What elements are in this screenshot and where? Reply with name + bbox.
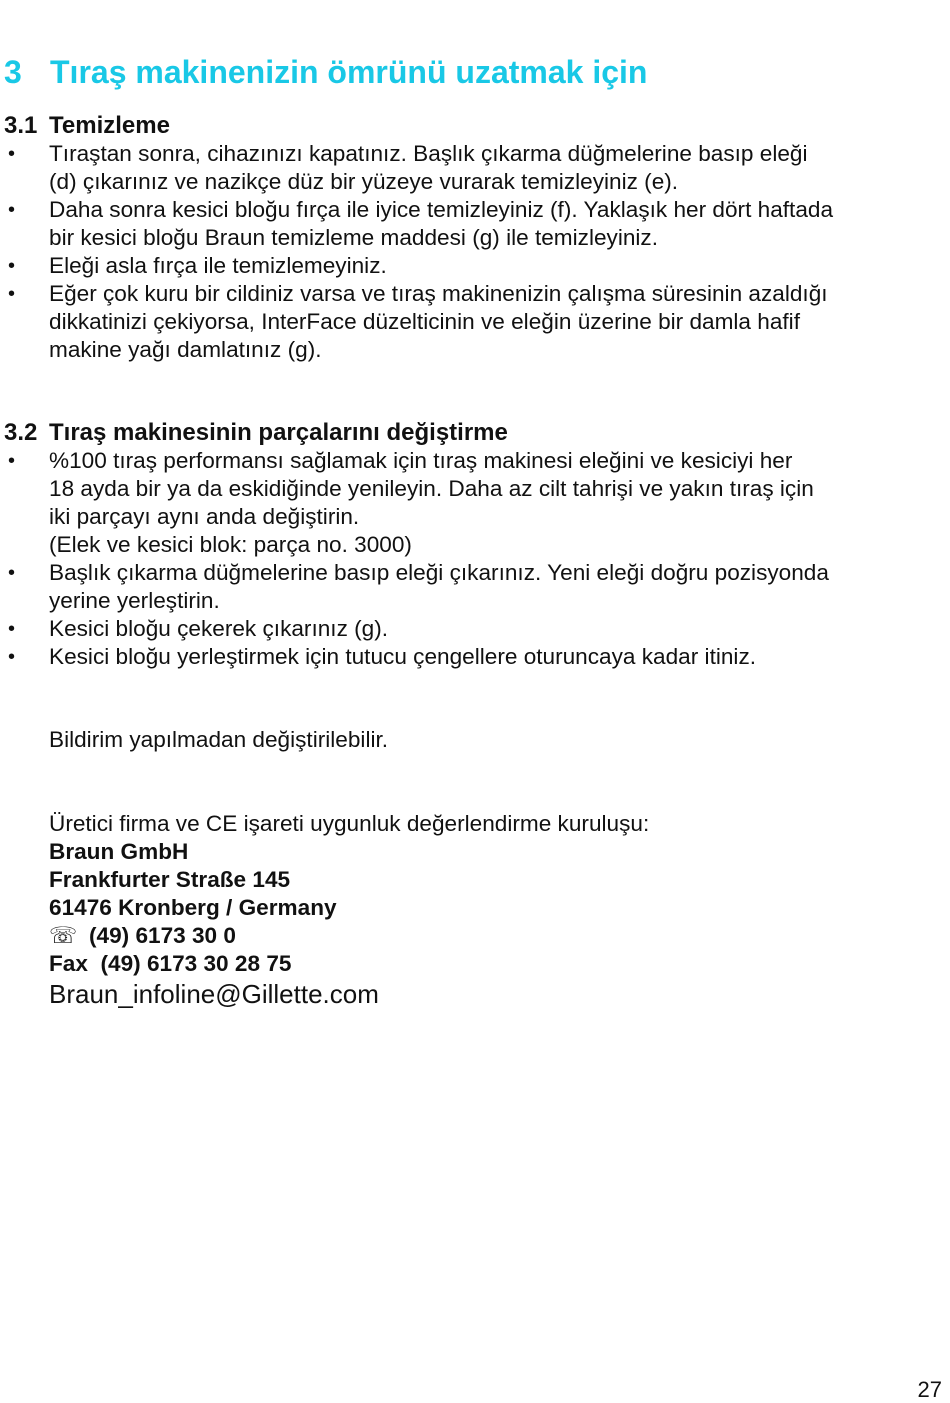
list-item (0, 252, 945, 280)
chapter-title (4, 54, 647, 91)
list-item-line: (Elek ve kesici blok: parça no. 3000) (49, 532, 412, 557)
list-item (0, 140, 945, 196)
company-name: Braun GmbH (49, 839, 189, 864)
list-item-line: bir kesici bloğu Braun temizleme maddesi (g) ile temizleyiniz. (49, 225, 659, 250)
section-title: Tıraş makinesinin parçalarını değiştirme (49, 419, 508, 446)
list-item-line: Başlık çıkarma düğmelerine basıp eleği çıkarınız. Yeni eleği doğru pozisyonda (49, 560, 829, 585)
list-item-line: Eleği asla fırça ile temizlemeyiniz. (49, 253, 387, 278)
street-address: Frankfurter Straße 145 (49, 867, 291, 892)
bullet-icon: • (8, 646, 16, 668)
manufacturer-intro: Üretici firma ve CE işareti uygunluk değerlendirme kuruluşu: (49, 811, 650, 836)
list-item-line: dikkatinizi çekiyorsa, InterFace düzelticinin ve eleğin üzerine bir damla hafif (49, 309, 800, 334)
list-item-line: 18 ayda bir ya da eskidiğinde yenileyin. Daha az cilt tahrişi ve yakın tıraş için (49, 476, 814, 501)
bullet-icon: • (8, 283, 16, 305)
list-item (0, 280, 945, 364)
bullet-icon: • (8, 199, 16, 221)
phone-line (49, 922, 649, 950)
list-item-line: iki parçayı aynı anda değiştirin. (49, 504, 360, 529)
chapter-title-text: Tıraş makinenizin ömrünü uzatmak için (50, 54, 648, 90)
fax-line (49, 950, 649, 978)
bullet-icon: • (8, 143, 16, 165)
list-item-line: %100 tıraş performansı sağlamak için tıraş makinesi eleğini ve kesiciyi her (49, 448, 793, 473)
phone-number: (49) 6173 30 0 (89, 923, 236, 948)
city-address: 61476 Kronberg / Germany (49, 895, 337, 920)
list-item-line: (d) çıkarınız ve nazikçe düz bir yüzeye vurarak temizleyiniz (e). (49, 169, 679, 194)
section-title: Temizleme (49, 112, 170, 139)
manufacturer-contact (49, 810, 649, 1010)
list-item-line: Daha sonra kesici bloğu fırça ile iyice temizleyiniz (f). Yaklaşık her dört haftada (49, 197, 834, 222)
section-heading-replacement (4, 419, 508, 447)
section-number: 3.2 (4, 419, 38, 446)
list-item-line: makine yağı damlatınız (g). (49, 337, 322, 362)
page-number: 27 (917, 1377, 942, 1402)
change-notice: Bildirim yapılmadan değiştirilebilir. (49, 727, 389, 752)
chapter-number: 3 (4, 54, 22, 90)
fax-label: Fax (49, 951, 88, 976)
list-item (0, 643, 945, 671)
list-item-line: Tıraştan sonra, cihazınızı kapatınız. Başlık çıkarma düğmelerine basıp eleği (49, 141, 808, 166)
list-item-line: Eğer çok kuru bir cildiniz varsa ve tıraş makinenizin çalışma süresinin azaldığı (49, 281, 828, 306)
bullet-icon: • (8, 450, 16, 472)
cleaning-instructions-list (0, 140, 945, 364)
list-item (0, 447, 945, 559)
list-item-line: Kesici bloğu çekerek çıkarınız (g). (49, 616, 389, 641)
list-item (0, 196, 945, 252)
list-item (0, 559, 945, 615)
section-heading-cleaning (4, 112, 170, 140)
list-item-line: yerine yerleştirin. (49, 588, 220, 613)
section-number: 3.1 (4, 112, 38, 139)
bullet-icon: • (8, 255, 16, 277)
bullet-icon: • (8, 562, 16, 584)
replacement-instructions-list (0, 447, 945, 671)
list-item (0, 615, 945, 643)
fax-number: (49) 6173 30 28 75 (100, 951, 292, 976)
list-item-line: Kesici bloğu yerleştirmek için tutucu çengellere oturuncaya kadar itiniz. (49, 644, 757, 669)
telephone-icon: ☏ (49, 923, 78, 948)
bullet-icon: • (8, 618, 16, 640)
email-address[interactable]: Braun_infoline@Gillette.com (49, 979, 379, 1009)
